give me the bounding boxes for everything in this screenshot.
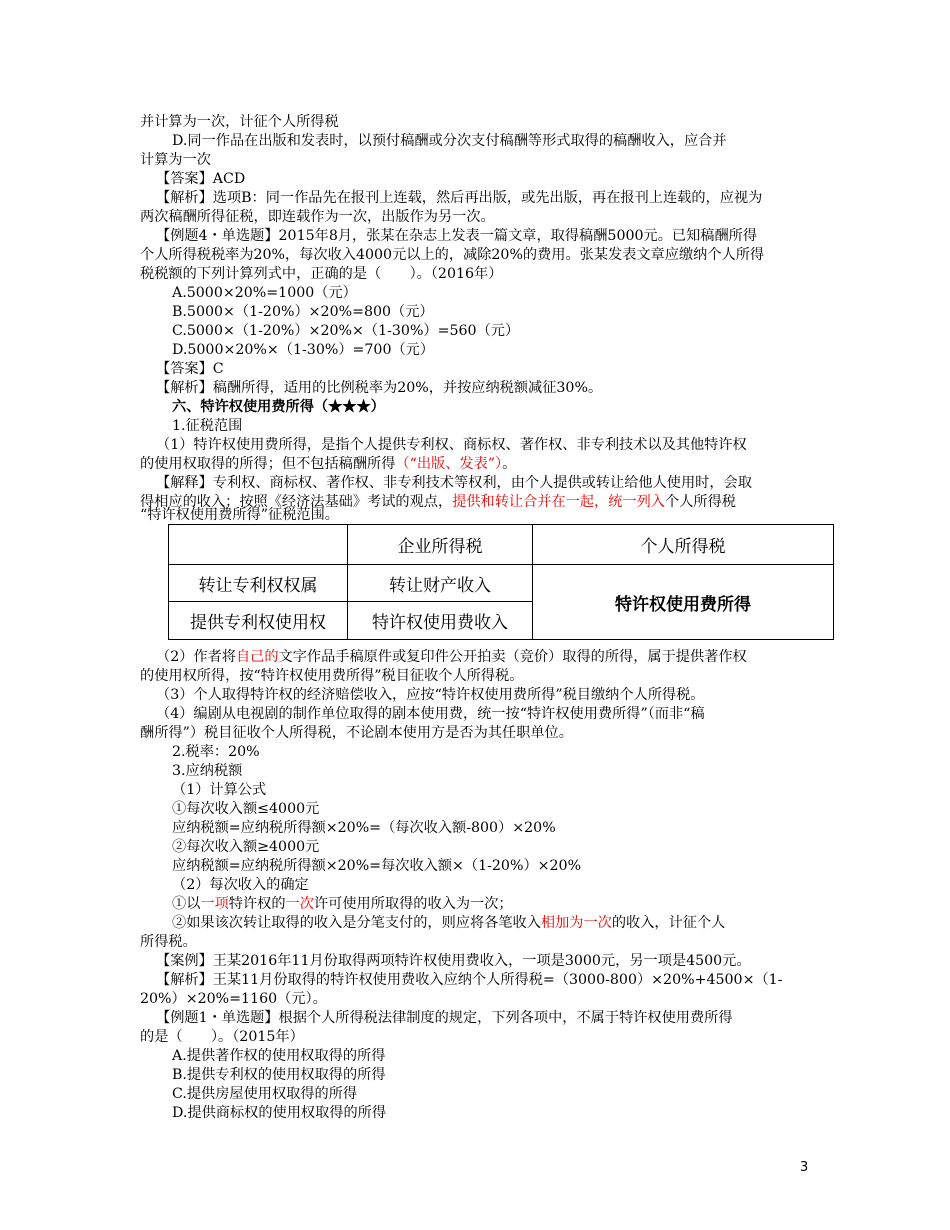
subsection-heading: 1.征税范围 [172, 418, 243, 434]
text-line: （1）计算公式 [172, 782, 267, 798]
text-line: ①以一项特许权的一次许可使用所取得的收入为一次； [172, 896, 513, 912]
analysis: 【解析】稿酬所得，适用的比例税率为20%，并按应纳税额减征30%。 [156, 380, 603, 396]
option-d: D.提供商标权的使用权取得的所得 [172, 1105, 387, 1121]
text-line: 并计算为一次，计征个人所得税 [140, 114, 339, 130]
comparison-table [168, 524, 834, 640]
table-cell: 特许权使用费收入 [348, 602, 533, 640]
option-d: D.同一作品在出版和发表时，以预付稿酬或分次支付稿酬等形式取得的稿酬收入，应合并 [172, 133, 727, 149]
table-merged-cell: 特许权使用费所得 [533, 565, 834, 640]
text-line: ②如果该次转让取得的收入是分笔支付的，则应将各笔收入相加为一次的收入，计征个人 [172, 915, 726, 931]
text-line: （2）作者将自己的文字作品手稿原件或复印件公开拍卖（竞价）取得的所得，属于提供著作权 [156, 649, 747, 665]
highlight-text: 一项 [200, 896, 229, 912]
formula: 应纳税额=应纳税所得额×20%=每次收入额×（1-20%）×20% [172, 858, 582, 874]
option-b: B.提供专利权的使用权取得的所得 [172, 1067, 386, 1083]
text-line: 酬所得”）税目征收个人所得税，不论剧本使用方是否为其任职单位。 [140, 725, 573, 741]
formula: 应纳税额=应纳税所得额×20%=（每次收入额-800）×20% [172, 820, 556, 836]
highlight-text: 自己的 [235, 649, 279, 665]
text-line: （3）个人取得特许权的经济赔偿收入，应按“特许权使用费所得”税目缴纳个人所得税。 [156, 687, 705, 703]
case: 【案例】王某2016年11月份取得两项特许权使用费收入，一项是3000元，另一项是4500元。 [156, 953, 751, 969]
text-line: 计算为一次 [140, 152, 211, 168]
text-line: （2）每次收入的确定 [172, 877, 309, 893]
explanation: 【解释】专利权、商标权、著作权、非专利技术等权利，由个人提供或转让给他人使用时，会取 [156, 475, 752, 491]
page-number: 3 [800, 1160, 809, 1175]
text-line: 得相应的收入；按照《经济法基础》考试的观点，提供和转让合并在一起，统一列入个人所得税 [140, 494, 736, 510]
example-1-question: 【例题1・单选题】根据个人所得税法律制度的规定，下列各项中，不属于特许权使用费所得 [156, 1010, 733, 1026]
answer: 【答案】C [156, 361, 224, 377]
answer: 【答案】ACD [156, 171, 246, 187]
option-c: C.5000×（1-20%）×20%×（1-30%）=560（元） [172, 323, 520, 339]
table-header-cell: 个人所得税 [533, 525, 834, 565]
table-cell: 转让财产收入 [348, 565, 533, 602]
analysis: 【解析】选项B：同一作品先在报刊上连载，然后再出版，或先出版，再在报刊上连载的，应视为 [156, 190, 763, 206]
text-line: ①每次收入额≤4000元 [172, 801, 320, 817]
highlight-text: 提供和转让合并在一起 [452, 494, 595, 510]
subsection-heading: 3.应纳税额 [172, 763, 243, 779]
text-line: （4）编剧从电视剧的制作单位取得的剧本使用费，统一按“特许权使用费所得”（而非“稿 [156, 706, 705, 722]
highlight-text: 统一列入 [608, 494, 665, 510]
text-line: 个人所得税税率为20%，每次收入4000元以上的，减除20%的费用。张某发表文章应缴纳个人所得 [140, 247, 765, 263]
table-cell [169, 525, 348, 565]
text-line: 所得税。 [140, 934, 197, 950]
highlight-text: （“出版、发表”） [395, 456, 503, 472]
text-line: 的是（ ）。（2015年） [140, 1029, 304, 1045]
analysis: 【解析】王某11月份取得的特许权使用费收入应纳个人所得税=（3000-800）×20%+4500×（1- [156, 972, 783, 988]
option-c: C.提供房屋使用权取得的所得 [172, 1086, 358, 1102]
table-header-cell: 企业所得税 [348, 525, 533, 565]
text-line: 20%）×20%=1160（元）。 [140, 991, 327, 1007]
option-d: D.5000×20%×（1-30%）=700（元） [172, 342, 435, 358]
option-a: A.提供著作权的使用权取得的所得 [172, 1048, 386, 1064]
table-row [169, 565, 834, 602]
table-cell: 转让专利权权属 [169, 565, 348, 602]
highlight-text: 相加为一次 [540, 915, 612, 931]
text-line: 的使用权取得的所得；但不包括稿酬所得（“出版、发表”）。 [140, 456, 517, 472]
text-line: “特许权使用费所得”征税范围。 [140, 507, 339, 523]
example-4-question: 【例题4・单选题】2015年8月，张某在杂志上发表一篇文章，取得稿酬5000元。已知稿酬所得 [156, 228, 758, 244]
highlight-text: 一次 [285, 896, 314, 912]
text-line: 两次稿酬所得征税，即连载作为一次，出版作为另一次。 [140, 209, 495, 225]
section-heading: 六、特许权使用费所得（★★★） [172, 399, 385, 415]
subsection-heading: 2.税率：20% [172, 744, 260, 760]
option-b: B.5000×（1-20%）×20%=800（元） [172, 304, 434, 320]
text-line: （1）特许权使用费所得，是指个人提供专利权、商标权、著作权、非专利技术以及其他特许权 [156, 437, 747, 453]
table-row [169, 525, 834, 565]
option-a: A.5000×20%=1000（元） [172, 285, 357, 301]
table-cell: 提供专利权使用权 [169, 602, 348, 640]
text-line: 的使用权所得，按“特许权使用费所得”税目征收个人所得税。 [140, 668, 524, 684]
text-line: 税税额的下列计算列式中，正确的是（ ）。（2016年） [140, 266, 503, 282]
text-line: ②每次收入额≥4000元 [172, 839, 320, 855]
